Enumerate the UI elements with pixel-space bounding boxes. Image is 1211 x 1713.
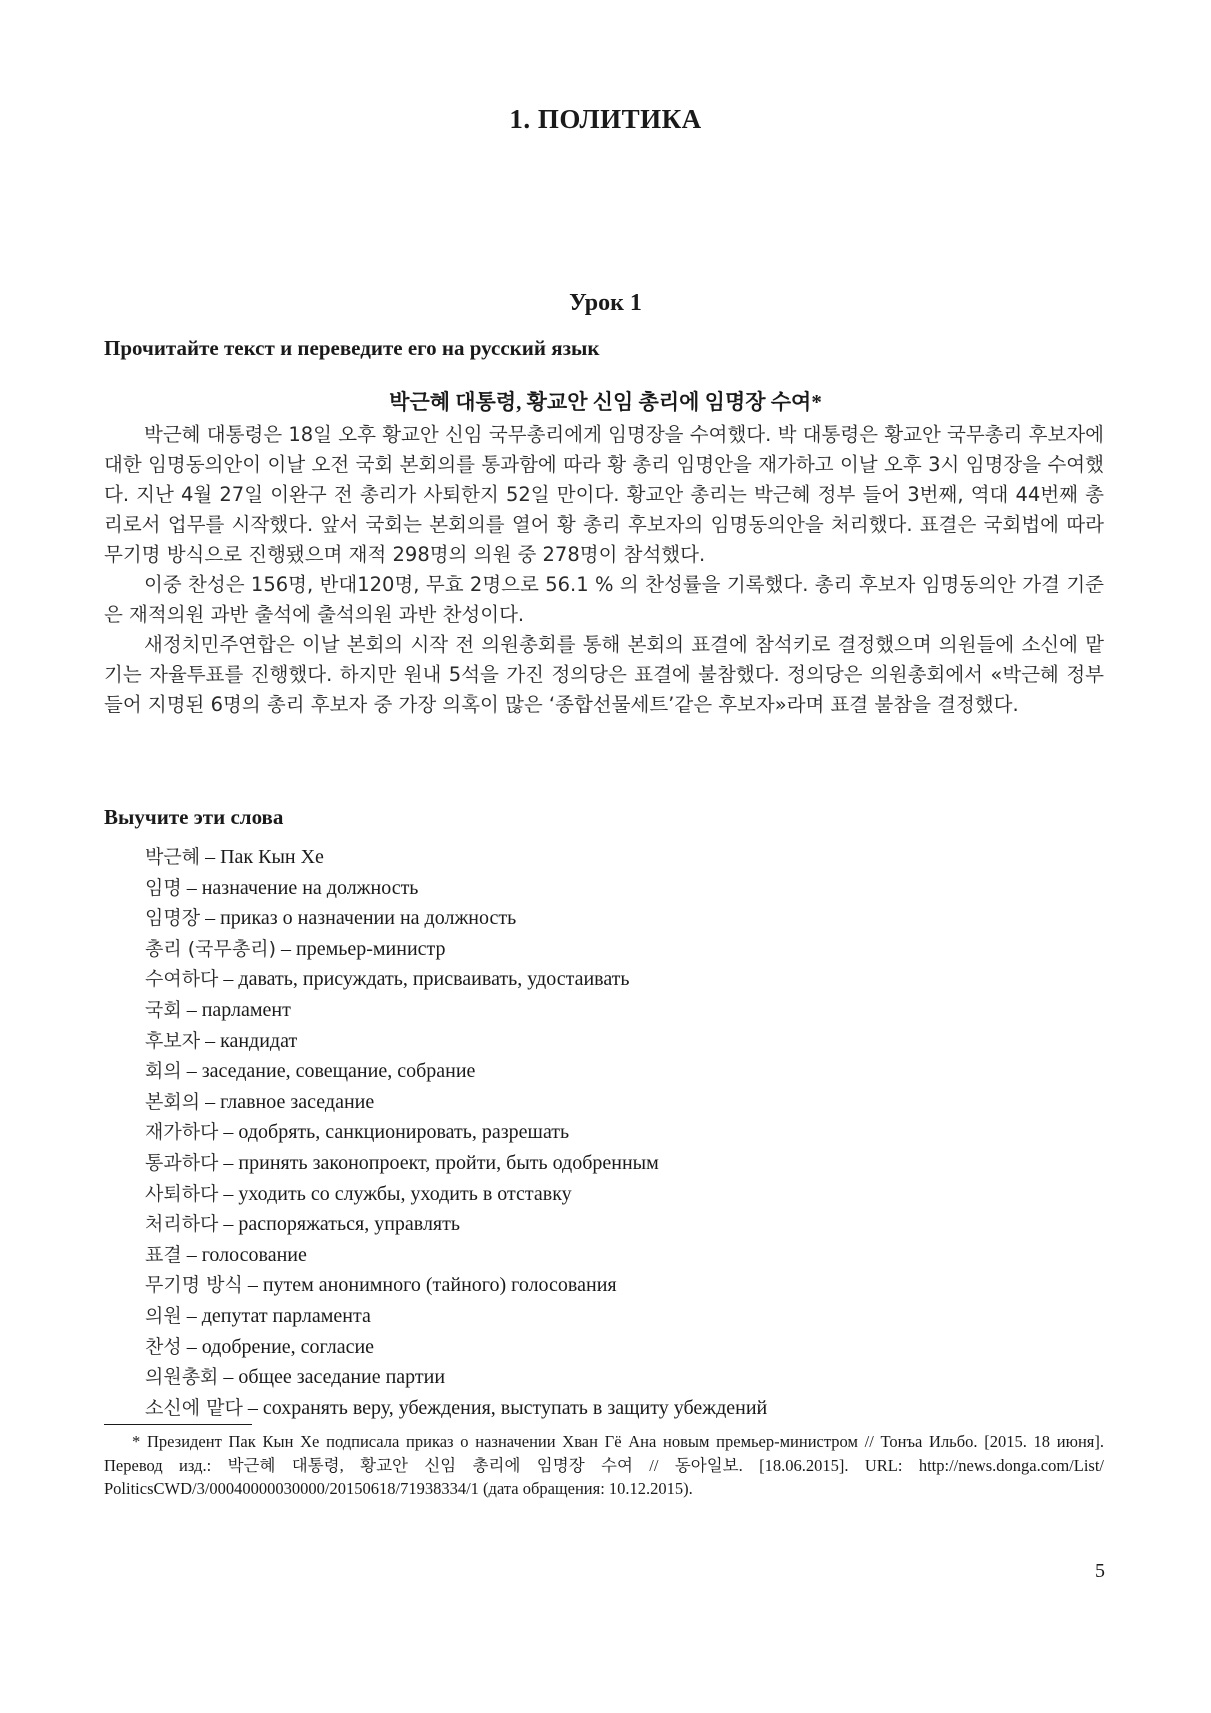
vocab-term: 통과하다 (145, 1151, 219, 1174)
vocab-item (145, 1332, 767, 1363)
vocab-item (145, 1393, 767, 1424)
lesson-title: Урок 1 (569, 290, 642, 316)
vocab-meaning: – одобрять, санкционировать, разрешать (218, 1121, 570, 1144)
vocab-term: 사퇴하다 (145, 1182, 219, 1205)
vocab-term: 재가하다 (145, 1121, 219, 1144)
footnote-divider (104, 1424, 252, 1425)
vocab-meaning: – кандидат (200, 1029, 298, 1052)
vocab-term: 임명 (145, 876, 182, 899)
vocab-item (145, 1148, 767, 1179)
vocab-item (145, 1087, 767, 1118)
vocab-meaning: – давать, присуждать, присваивать, удостаивать (218, 968, 630, 991)
footnote-text: * Президент Пак Кын Хе подписала приказ о назначении Хван Гё Ана новым премьер-министром // Тонъа Ильбо. [2015. 18 июня]. Перевод изд.: 박근혜 대통령, 황교안 신임 총리에 임명장 수여 // 동아일보. [18.06.2015]. URL: http://news.donga.com/List/ PoliticsCWD/3/00040000030000/20150618/71938334/1 (дата обращения: 10.12.2015). (104, 1432, 1104, 1498)
vocab-meaning: – приказ о назначении на должность (200, 907, 517, 930)
page-number: 5 (1095, 1560, 1105, 1582)
vocab-item (145, 842, 767, 873)
vocab-meaning: – главное заседание (200, 1090, 375, 1113)
vocab-meaning: – парламент (181, 998, 291, 1021)
vocab-item (145, 964, 767, 995)
text-title: 박근혜 대통령, 황교안 신임 총리에 임명장 수여* (389, 390, 822, 414)
vocab-meaning: – путем анонимного (тайного) голосования (242, 1274, 617, 1297)
vocab-meaning: – голосование (181, 1243, 307, 1266)
vocab-term: 표결 (145, 1243, 182, 1266)
vocab-item (145, 934, 767, 965)
vocab-meaning: – распоряжаться, управлять (218, 1213, 460, 1236)
vocab-term: 소신에 맡다 (145, 1396, 243, 1419)
paragraph: 박근혜 대통령은 18일 오후 황교안 신임 국무총리에게 임명장을 수여했다. 박 대통령은 황교안 국무총리 후보자에 대한 임명동의안이 이날 오전 국회 본회의를 통과함에 따라 황 총리 임명안을 재가하고 이날 오후 3시 임명장을 수여했다. 지난 4월 27일 이완구 전 총리가 사퇴한지 52일 만이다. 황교안 총리는 박근혜 정부 들어 3번째, 역대 44번째 총리로서 업무를 시작했다. 앞서 국회는 본회의를 열어 황 총리 후보자의 임명동의안을 처리했다. 표결은 국회법에 따라 무기명 방식으로 진행됐으며 재적 298명의 의원 중 278명이 참석했다. (104, 423, 1104, 566)
vocab-meaning: – заседание, совещание, собрание (181, 1060, 476, 1083)
vocab-term: 찬성 (145, 1335, 182, 1358)
vocab-term: 본회의 (145, 1090, 201, 1113)
vocab-term: 처리하다 (145, 1213, 219, 1236)
vocab-term: 무기명 방식 (145, 1274, 243, 1297)
vocab-term: 임명장 (145, 907, 201, 930)
vocab-term: 의원 (145, 1304, 182, 1327)
korean-text (104, 420, 1104, 720)
footnote (104, 1430, 1104, 1501)
vocab-meaning: – общее заседание партии (218, 1366, 446, 1389)
vocab-meaning: – назначение на должность (181, 876, 419, 899)
vocab-item (145, 873, 767, 904)
vocab-item (145, 1117, 767, 1148)
paragraph: 이중 찬성은 156명, 반대120명, 무효 2명으로 56.1 % 의 찬성률을 기록했다. 총리 후보자 임명동의안 가결 기준은 재적의원 과반 출석에 출석의원 과반 찬성이다. (104, 573, 1104, 626)
vocab-term: 수여하다 (145, 968, 219, 991)
vocab-term: 국회 (145, 998, 182, 1021)
vocab-meaning: – депутат парламента (181, 1304, 371, 1327)
vocab-term: 회의 (145, 1060, 182, 1083)
vocab-heading: Выучите эти слова (104, 805, 284, 829)
vocab-meaning: – сохранять веру, убеждения, выступать в защиту убеждений (242, 1396, 768, 1419)
vocab-term: 의원총회 (145, 1366, 219, 1389)
vocab-meaning: – одобрение, согласие (181, 1335, 375, 1358)
vocab-item (145, 995, 767, 1026)
vocab-item (145, 1209, 767, 1240)
task-instruction: Прочитайте текст и переведите его на русский язык (104, 336, 600, 360)
vocab-item (145, 1270, 767, 1301)
vocab-item (145, 1179, 767, 1210)
vocab-item (145, 1026, 767, 1057)
vocab-meaning: – принять законопроект, пройти, быть одобренным (218, 1151, 659, 1174)
vocab-item (145, 1056, 767, 1087)
vocab-item (145, 903, 767, 934)
vocab-meaning: – Пак Кын Хе (200, 846, 324, 868)
vocab-list (145, 842, 767, 1423)
vocab-meaning: – премьер-министр (276, 937, 446, 960)
vocab-term: 후보자 (145, 1029, 201, 1052)
vocab-term: 총리 (국무총리) (145, 937, 276, 960)
paragraph: 새정치민주연합은 이날 본회의 시작 전 의원총회를 통해 본회의 표결에 참석키로 결정했으며 의원들에 소신에 맡기는 자율투표를 진행했다. 하지만 원내 5석을 가진 정의당은 표결에 불참했다. 정의당은 의원총회에서 «박근혜 정부 들어 지명된 6명의 총리 후보자 중 가장 의혹이 많은 ‘종합선물세트’같은 후보자»라며 표결 불참을 결정했다. (104, 633, 1104, 716)
vocab-item (145, 1240, 767, 1271)
chapter-title: 1. ПОЛИТИКА (509, 104, 702, 134)
vocab-item (145, 1362, 767, 1393)
vocab-item (145, 1301, 767, 1332)
vocab-term: 박근혜 (145, 846, 201, 868)
vocab-meaning: – уходить со службы, уходить в отставку (218, 1182, 572, 1205)
